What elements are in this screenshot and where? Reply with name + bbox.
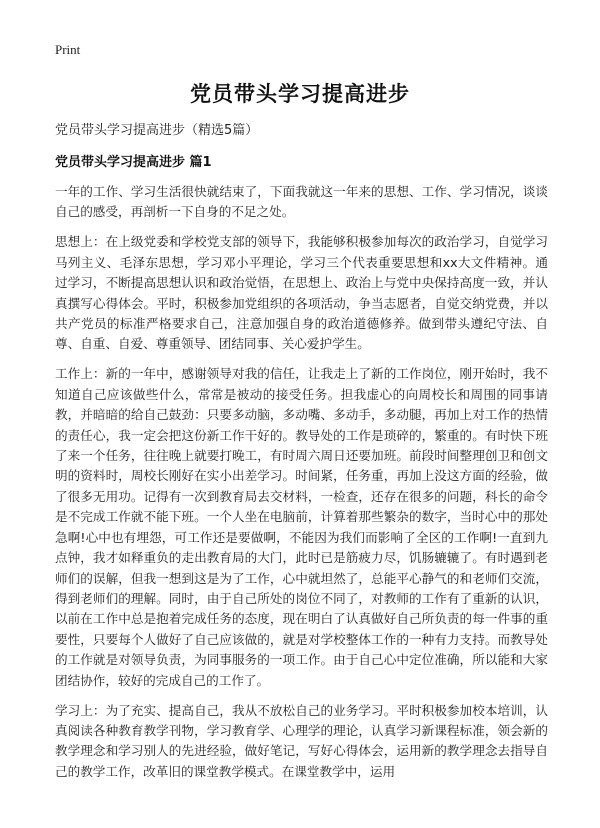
paragraph-work: 工作上：新的一年中，感谢领导对我的信任，让我走上了新的工作岗位，刚开始时，我不知道自己应该做些什么，常常是被动的接受任务。担我虚心的向周校长和周围的同事请教，并暗暗的给自己鼓劲：只要多动脑，多动嘴、多动手，多动腿，再加上对工作的热情的责任心，我一定会把这份新工作干好的。教导处的工作是琐碎的，繁重的。有时快下班了来一个任务，往往晚上就要打晚工，有时周六周日还要加班。前段时间整理创卫和创文明的资料时，周校长刚好在实小出差学习。时间紧，任务重，再加上没这方面的经验，做了很多无用功。记得有一次到教育局去交材料，一检查，还存在很多的问题，科长的命令是不完成工作就不能下班。一个人坐在电脑前，计算着那些繁杂的数字，当时心中的那处急啊!心中也有埋怨，可工作还是要做啊，不能因为我们而影响了全区的工作啊!一直到九点钟，我才如释重负的走出教育局的大门，此时已是筋疲力尽，饥肠辘辘了。有时遇到老师们的误解，但我一想到这是为了工作，心中就坦然了，总能平心静气的和老师们交流，得到老师们的理解。同时，由于自己所处的岗位不同了，对教师的工作有了重新的认识，以前在工作中总是抱着完成任务的态度，现在明白了认真做好自己所负责的每一件事的重要性，只要每个人做好了自己应该做的，就是对学校整体工作的一种有力支持。而教导处的工作就是对领导负责，为同事服务的一项工作。由于自己心中定位准确，所以能和大家团结协作，较好的完成自己的工作了。 bbox=[55, 366, 548, 688]
document-subtitle: 党员带头学习提高进步（精选5篇） bbox=[55, 123, 259, 138]
paragraph-thought: 思想上：在上级党委和学校党支部的领导下，我能够积极参加每次的政治学习，自觉学习马列主义、毛泽东思想，学习邓小平理论，学习三个代表重要思想和xx大文件精神。通过学习，不断提高思想认识和政治觉悟，在思想上、政治上与党中央保持高度一致，并认真撰写心得体会。平时，积极参加党组织的各项活动，争当志愿者，自觉交纳党费，并以共产党员的标准严格要求自己，注意加强自身的政治道德修养。做到带头遵纪守法、自尊、自重、自爱、尊重领导、团结同事、关心爱护学生。 bbox=[55, 234, 548, 352]
section-heading: 党员带头学习提高进步 篇1 bbox=[55, 155, 212, 170]
paragraph-study: 学习上：为了充实、提高自己，我从不放松自己的业务学习。平时积极参加校本培训，认真阅读各种教育教学刊物，学习教育学、心理学的理论，认真学习新课程标准，领会新的教学理念和学习别人的先进经验，做好笔记，写好心得体会，运用新的教学理念去指导自己的教学工作，改革旧的课堂教学模式。在课堂教学中，运用 bbox=[55, 702, 548, 779]
document-body bbox=[55, 182, 548, 792]
print-label: Print bbox=[55, 42, 81, 57]
document-title: 党员带头学习提高进步 bbox=[190, 82, 410, 106]
paragraph-intro: 一年的工作、学习生活很快就结束了，下面我就这一年来的思想、工作、学习情况，谈谈自己的感受，再剖析一下自身的不足之处。 bbox=[55, 184, 548, 220]
